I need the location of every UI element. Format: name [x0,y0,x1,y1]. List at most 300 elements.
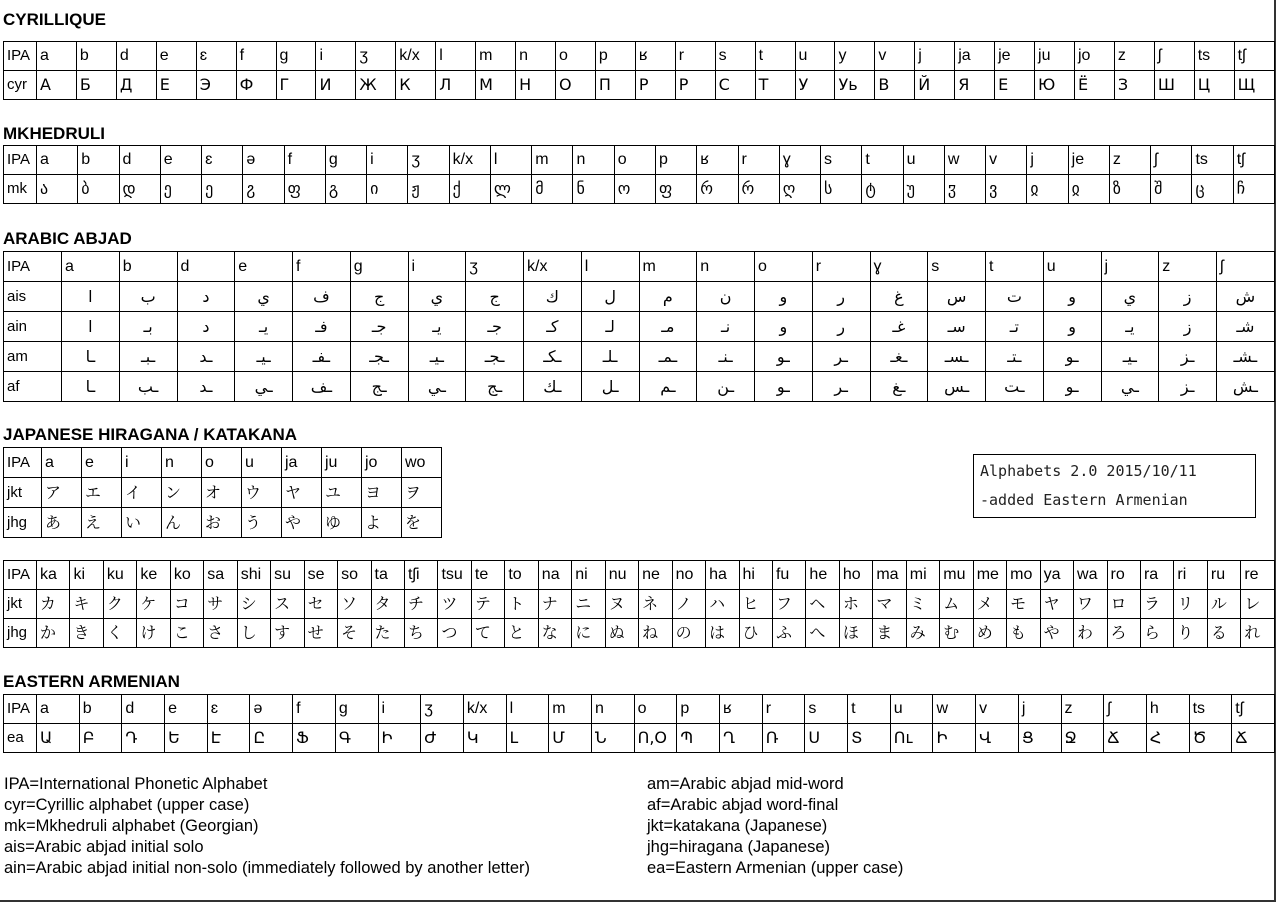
letter-cell: ჳ [944,175,985,204]
letter-cell: უ [903,175,944,204]
letter-cell: Ն [591,724,634,753]
letter-cell: ფ [655,175,696,204]
row-label-cell: IPA [4,252,62,282]
letter-cell: ɛ [207,695,250,724]
letter-cell: ر [812,282,870,312]
letter-cell: ჩ [1233,175,1274,204]
letter-cell: Ֆ [293,724,336,753]
mkhedruli-section [3,124,1275,204]
letter-cell: ـف [293,372,351,402]
section-title-japanese: JAPANESE HIRAGANA / KATAKANA [3,425,298,444]
letter-cell: ـم [639,372,697,402]
row-label-cell: jhg [4,508,42,538]
letter-cell: К [396,71,436,100]
letter-cell: ჲ [1027,175,1068,204]
letter-cell: b [119,252,177,282]
letter-cell: ب [119,282,177,312]
letter-cell: Е [156,71,196,100]
legend-item: am=Arabic abjad mid-word [647,775,844,793]
letter-cell: め [973,619,1006,648]
letter-cell: く [103,619,136,648]
letter-cell: Կ [463,724,506,753]
letter-cell: جـ [350,312,408,342]
letter-cell: z [1159,252,1217,282]
letter-cell: i [378,695,421,724]
table-row [4,146,1275,175]
letter-cell: オ [202,478,242,508]
letter-cell: サ [204,590,237,619]
letter-cell: キ [70,590,103,619]
letter-cell: ـكـ [524,342,582,372]
mkhedruli-table [3,145,1275,204]
letter-cell: ج [350,282,408,312]
letter-cell: ノ [672,590,705,619]
letter-cell: se [304,561,337,590]
letter-cell: ム [940,590,973,619]
letter-cell: イ [122,478,162,508]
row-label-cell: cyr [4,71,37,100]
table-row [4,342,1275,372]
letter-cell: ـيـ [1101,342,1159,372]
letter-cell: د [177,312,235,342]
letter-cell: e [235,252,293,282]
letter-cell: re [1241,561,1274,590]
letter-cell: ta [371,561,404,590]
letter-cell: す [271,619,304,648]
letter-cell: Հ [1146,724,1189,753]
letter-cell: b [78,146,119,175]
letter-cell: l [506,695,549,724]
letter-cell: ʒ [356,42,396,71]
letter-cell: П [595,71,635,100]
letter-cell: В [875,71,915,100]
letter-cell: tʃ [1234,42,1274,71]
letter-cell: k/x [524,252,582,282]
table-row [4,252,1275,282]
letter-cell: o [202,448,242,478]
letter-cell: a [37,42,77,71]
letter-cell: ri [1174,561,1207,590]
letter-cell: Ղ [720,724,763,753]
letter-cell: e [160,146,201,175]
letter-cell: う [242,508,282,538]
letter-cell: Ф [236,71,276,100]
letter-cell: ნ [573,175,614,204]
letter-cell: გ [325,175,366,204]
letter-cell: か [37,619,70,648]
table-row [4,724,1275,753]
letter-cell: o [634,695,677,724]
letter-cell: و [1043,282,1101,312]
armenian-section [3,672,1275,753]
letter-cell: g [335,695,378,724]
letter-cell: ヌ [605,590,638,619]
letter-cell: け [137,619,170,648]
letter-cell: a [42,448,82,478]
letter-cell: o [614,146,655,175]
letter-cell: ـيـ [408,342,466,372]
letter-cell: v [875,42,915,71]
letter-cell: ヤ [282,478,322,508]
letter-cell: Ու [890,724,933,753]
letter-cell: مـ [639,312,697,342]
letter-cell: Ռ [762,724,805,753]
letter-cell: ヨ [362,478,402,508]
letter-cell: لـ [581,312,639,342]
letter-cell: i [367,146,408,175]
letter-cell: の [672,619,705,648]
letter-cell: u [242,448,282,478]
letter-cell: フ [772,590,805,619]
letter-cell: ʒ [466,252,524,282]
letter-cell: v [986,146,1027,175]
letter-cell: ん [162,508,202,538]
letter-cell: ـغ [870,372,928,402]
letter-cell: i [122,448,162,478]
letter-cell: to [505,561,538,590]
letter-cell: む [940,619,973,648]
letter-cell: ne [639,561,672,590]
letter-cell: モ [1007,590,1040,619]
letter-cell: mu [940,561,973,590]
letter-cell: a [37,695,80,724]
letter-cell: n [162,448,202,478]
letter-cell: に [572,619,605,648]
letter-cell: Ё [1074,71,1114,100]
letter-cell: ku [103,561,136,590]
letter-cell: hi [739,561,772,590]
letter-cell: り [1174,619,1207,648]
letter-cell: ـفـ [293,342,351,372]
letter-cell: Ի [378,724,421,753]
letter-cell: j [915,42,955,71]
letter-cell: p [677,695,720,724]
letter-cell: e [156,42,196,71]
letter-cell: م [639,282,697,312]
letter-cell: Т [755,71,795,100]
letter-cell: ʁ [720,695,763,724]
letter-cell: v [976,695,1019,724]
japanese-vowel-table [3,447,442,538]
letter-cell: t [848,695,891,724]
letter-cell: い [122,508,162,538]
letter-cell: wo [402,448,442,478]
letter-cell: ミ [906,590,939,619]
letter-cell: غـ [870,312,928,342]
letter-cell: ro [1107,561,1140,590]
letter-cell: he [806,561,839,590]
letter-cell: so [338,561,371,590]
letter-cell: Ճ [1104,724,1147,753]
letter-cell: た [371,619,404,648]
row-label-cell: ais [4,282,62,312]
letter-cell: f [236,42,276,71]
letter-cell: ლ [490,175,531,204]
legend-item: ea=Eastern Armenian (upper case) [647,859,904,877]
letter-cell: エ [82,478,122,508]
letter-cell: ჟ [408,175,449,204]
letter-cell: დ [119,175,160,204]
section-title-cyrillic: CYRILLIQUE [3,10,106,29]
letter-cell: Р [635,71,675,100]
letter-cell: お [202,508,242,538]
letter-cell: ც [1192,175,1233,204]
letter-cell: ـجـ [466,342,524,372]
letter-cell: w [933,695,976,724]
letter-cell: p [595,42,635,71]
letter-cell: بـ [119,312,177,342]
letter-cell: У [795,71,835,100]
letter-cell: ـز [1159,372,1217,402]
letter-cell: l [436,42,476,71]
letter-cell: ナ [538,590,571,619]
letter-cell: k/x [463,695,506,724]
letter-cell: s [928,252,986,282]
legend-item: ais=Arabic abjad initial solo [4,838,204,856]
letter-cell: ـو [1043,342,1101,372]
letter-cell: ts [1189,695,1232,724]
letter-cell: М [476,71,516,100]
letter-cell: k/x [396,42,436,71]
letter-cell: ქ [449,175,490,204]
letter-cell: Պ [677,724,720,753]
letter-cell: ـج [350,372,408,402]
letter-cell: ka [37,561,70,590]
letter-cell: れ [1241,619,1274,648]
letter-cell: コ [170,590,203,619]
letter-cell: ن [697,282,755,312]
letter-cell: d [122,695,165,724]
letter-cell: Ժ [421,724,464,753]
letter-cell: ロ [1107,590,1140,619]
letter-cell: ひ [739,619,772,648]
letter-cell: l [581,252,639,282]
letter-cell: e [82,448,122,478]
letter-cell: ك [524,282,582,312]
letter-cell: へ [806,619,839,648]
letter-cell: ـيـ [235,342,293,372]
letter-cell: ს [821,175,862,204]
letter-cell: ـك [524,372,582,402]
letter-cell: Տ [848,724,891,753]
letter-cell: み [906,619,939,648]
letter-cell: き [70,619,103,648]
letter-cell: Ծ [1189,724,1232,753]
letter-cell: و [755,312,813,342]
letter-cell: შ [1151,175,1192,204]
letter-cell: ბ [78,175,119,204]
legend-item: cyr=Cyrillic alphabet (upper case) [4,796,250,814]
letter-cell: n [697,252,755,282]
letter-cell: ya [1040,561,1073,590]
row-label-cell: jkt [4,478,42,508]
letter-cell: Լ [506,724,549,753]
letter-cell: ア [42,478,82,508]
letter-cell: ـي [1101,372,1159,402]
letter-cell: ـا [62,372,120,402]
letter-cell: ج [466,282,524,312]
letter-cell: ʃ [1151,146,1192,175]
letter-cell: t [862,146,903,175]
letter-cell: ら [1140,619,1173,648]
letter-cell: ヤ [1040,590,1073,619]
letter-cell: f [293,695,336,724]
letter-cell: ト [505,590,538,619]
letter-cell: Р [675,71,715,100]
letter-cell: セ [304,590,337,619]
letter-cell: كـ [524,312,582,342]
letter-cell: ე [202,175,243,204]
letter-cell: О [555,71,595,100]
letter-cell: نـ [697,312,755,342]
letter-cell: ـت [986,372,1044,402]
letter-cell: r [675,42,715,71]
letter-cell: o [755,252,813,282]
letter-cell: b [76,42,116,71]
letter-cell: は [706,619,739,648]
letter-cell: ت [986,282,1044,312]
letter-cell: ტ [862,175,903,204]
letter-cell: ـي [235,372,293,402]
letter-cell: ン [162,478,202,508]
letter-cell: ha [706,561,739,590]
letter-cell: o [555,42,595,71]
legend-item: IPA=International Phonetic Alphabet [4,775,268,793]
letter-cell: を [402,508,442,538]
letter-cell: ო [614,175,655,204]
letter-cell: y [835,42,875,71]
version-note-box [973,454,1256,518]
letter-cell: g [350,252,408,282]
letter-cell: あ [42,508,82,538]
letter-cell: რ [697,175,738,204]
letter-cell: ち [404,619,437,648]
letter-cell: ي [1101,282,1159,312]
letter-cell: a [62,252,120,282]
letter-cell: ル [1207,590,1240,619]
letter-cell: شـ [1217,312,1275,342]
letter-cell: ki [70,561,103,590]
letter-cell: g [276,42,316,71]
letter-cell: جـ [466,312,524,342]
letter-cell: ـز [1159,342,1217,372]
row-label-cell: mk [4,175,37,204]
letter-cell: С [715,71,755,100]
letter-cell: ـب [119,372,177,402]
letter-cell: no [672,561,705,590]
letter-cell: ـج [466,372,524,402]
letter-cell: d [116,42,156,71]
letter-cell: ɛ [196,42,236,71]
letter-cell: る [1207,619,1240,648]
letter-cell: h [1146,695,1189,724]
letter-cell: t [986,252,1044,282]
table-row [4,619,1275,648]
letter-cell: ش [1217,282,1275,312]
table-row [4,372,1275,402]
letter-cell: ʒ [408,146,449,175]
letter-cell: ـس [928,372,986,402]
letter-cell: s [805,695,848,724]
letter-cell: Վ [976,724,1019,753]
armenian-table [3,694,1275,753]
letter-cell: Ж [356,71,396,100]
letter-cell: mi [906,561,939,590]
letter-cell: ラ [1140,590,1173,619]
letter-cell: ვ [986,175,1027,204]
letter-cell: tʃi [404,561,437,590]
letter-cell: na [538,561,571,590]
letter-cell: Ե [165,724,208,753]
letter-cell: ja [955,42,995,71]
letter-cell: つ [438,619,471,648]
letter-cell: m [549,695,592,724]
letter-cell: ヲ [402,478,442,508]
letter-cell: Г [276,71,316,100]
letter-cell: t [755,42,795,71]
legend-item: jhg=hiragana (Japanese) [647,838,831,856]
letter-cell: g [325,146,366,175]
table-row [4,42,1275,71]
letter-cell: ي [235,282,293,312]
letter-cell: m [639,252,697,282]
arabic-table [3,251,1275,402]
letter-cell: ـو [1043,372,1101,402]
letter-cell: ɛ [202,146,243,175]
letter-cell: s [715,42,755,71]
letter-cell: ネ [639,590,672,619]
letter-cell: i [316,42,356,71]
letter-cell: sa [204,561,237,590]
letter-cell: jo [362,448,402,478]
section-title-arabic: ARABIC ABJAD [3,229,132,248]
letter-cell: ヒ [739,590,772,619]
letter-cell: ju [1035,42,1075,71]
letter-cell: ウ [242,478,282,508]
letter-cell: ـتـ [986,342,1044,372]
letter-cell: ja [282,448,322,478]
letter-cell: n [516,42,556,71]
letter-cell: ـنـ [697,342,755,372]
letter-cell: je [1068,146,1109,175]
table-row [4,478,442,508]
letter-cell: ـر [812,342,870,372]
letter-cell: m [476,42,516,71]
letter-cell: ـي [408,372,466,402]
letter-cell: Ю [1035,71,1075,100]
letter-cell: ʃ [1217,252,1275,282]
row-label-cell: af [4,372,62,402]
letter-cell: ゆ [322,508,362,538]
letter-cell: ハ [706,590,739,619]
letter-cell: ـجـ [350,342,408,372]
letter-cell: z [1114,42,1154,71]
table-row [4,508,442,538]
letter-cell: ი [367,175,408,204]
letter-cell: ـلـ [581,342,639,372]
letter-cell: د [177,282,235,312]
letter-cell: マ [873,590,906,619]
row-label-cell: IPA [4,695,37,724]
letter-cell: Й [915,71,955,100]
letter-cell: ソ [338,590,371,619]
letter-cell: ا [62,282,120,312]
letter-cell: Մ [549,724,592,753]
letter-cell: ɣ [779,146,820,175]
letter-cell: も [1007,619,1040,648]
letter-cell: f [293,252,351,282]
row-label-cell: IPA [4,561,37,590]
